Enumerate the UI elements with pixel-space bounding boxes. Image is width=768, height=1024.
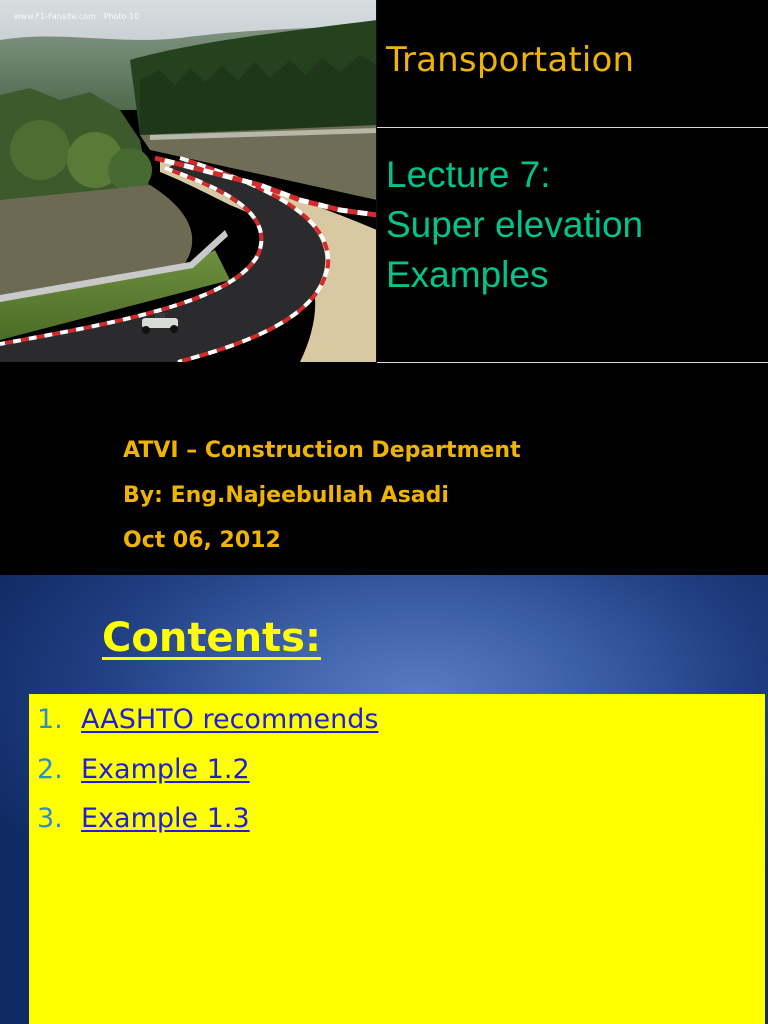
list-item — [37, 803, 250, 834]
link-aashto-recommends[interactable]: AASHTO recommends — [81, 704, 379, 735]
contents-list — [29, 694, 765, 1024]
divider-horizontal — [377, 362, 768, 363]
divider-vertical — [376, 0, 377, 362]
list-item — [37, 754, 250, 785]
photo-watermark: www.F1-Fansite.com · Photo 10 — [14, 12, 140, 21]
list-number: 1. — [37, 704, 63, 735]
department-label: ATVI – Construction Department — [123, 438, 521, 463]
lecture-title-line: Lecture 7: — [386, 154, 551, 195]
contents-slide — [0, 575, 768, 1024]
author-label: By: Eng.Najeebullah Asadi — [123, 483, 449, 508]
list-number: 2. — [37, 754, 63, 785]
slide-meta — [123, 428, 521, 563]
lecture-title-line: Super elevation — [386, 204, 644, 245]
section-title: Transportation — [386, 40, 635, 80]
divider-horizontal — [377, 127, 768, 128]
date-label: Oct 06, 2012 — [123, 528, 281, 553]
lecture-title-line: Examples — [386, 254, 549, 295]
lecture-title — [386, 150, 643, 300]
contents-title: Contents: — [102, 615, 321, 661]
race-track-photo — [0, 0, 377, 362]
link-example-1-3[interactable]: Example 1.3 — [81, 803, 250, 834]
list-item — [37, 704, 378, 735]
link-example-1-2[interactable]: Example 1.2 — [81, 754, 250, 785]
list-number: 3. — [37, 803, 63, 834]
